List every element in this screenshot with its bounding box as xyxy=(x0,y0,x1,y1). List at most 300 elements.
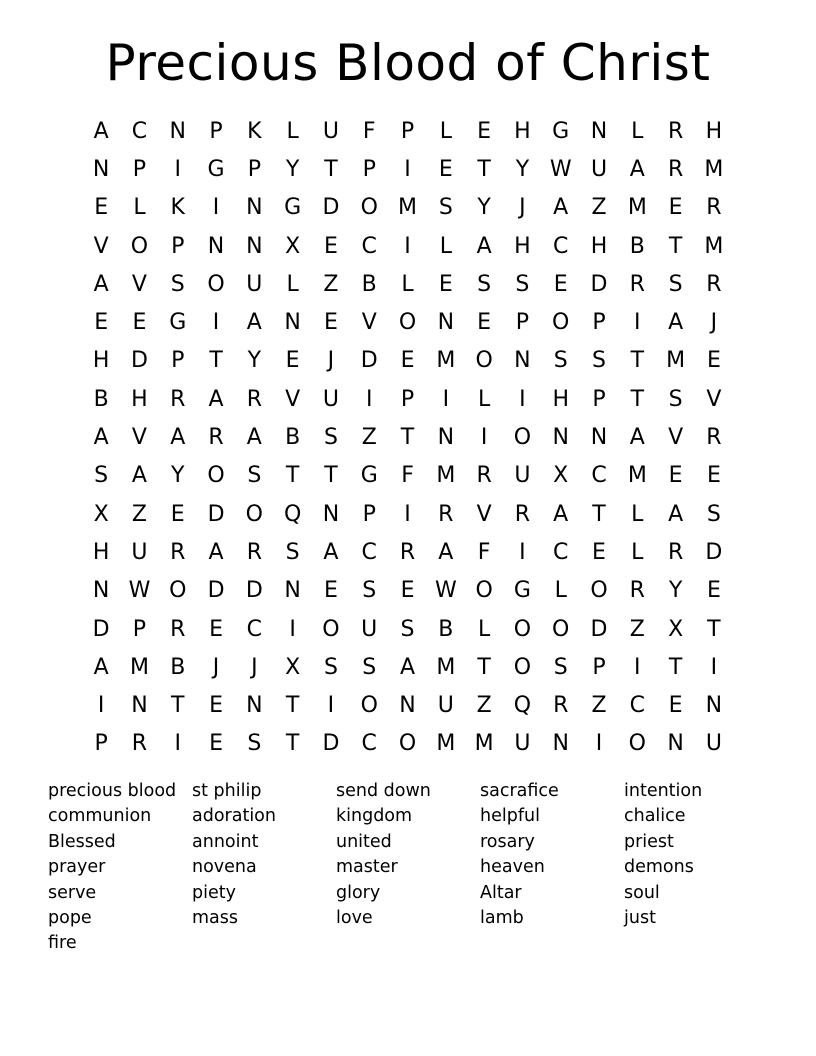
grid-letter: E xyxy=(668,693,683,719)
word-list-item: sacrafice xyxy=(480,781,559,801)
grid-letter: P xyxy=(400,386,415,412)
grid-letter: Z xyxy=(591,195,607,221)
grid-letter: D xyxy=(360,348,378,374)
grid-letter: U xyxy=(514,463,531,489)
grid-letter: U xyxy=(437,693,454,719)
grid-letter: I xyxy=(519,539,526,565)
grid-letter: N xyxy=(92,578,110,604)
grid-letter: E xyxy=(209,731,223,757)
grid-letter: A xyxy=(208,539,224,565)
grid-letter: N xyxy=(284,310,301,336)
word-list-item: Blessed xyxy=(48,831,116,852)
grid-letter: O xyxy=(207,463,225,489)
grid-letter: H xyxy=(590,233,608,259)
word-list-item: love xyxy=(336,907,373,928)
grid-letter: L xyxy=(631,539,644,565)
grid-letter: A xyxy=(553,195,569,221)
grid-letter: V xyxy=(476,501,492,527)
grid-letter: M xyxy=(627,463,647,489)
grid-letter: L xyxy=(631,501,644,527)
grid-letter: T xyxy=(592,501,606,527)
grid-letter: N xyxy=(207,233,225,259)
grid-letter: I xyxy=(212,195,220,221)
grid-letter: L xyxy=(286,271,299,297)
grid-letter: E xyxy=(706,348,721,374)
grid-letter: G xyxy=(169,310,187,336)
grid-letter: O xyxy=(398,310,417,336)
grid-letter: A xyxy=(246,310,262,336)
grid-letter: L xyxy=(133,195,146,221)
grid-letter: E xyxy=(668,463,683,489)
grid-letter: Y xyxy=(285,156,300,182)
word-list-item: serve xyxy=(48,882,97,903)
grid-letter: P xyxy=(132,616,147,642)
grid-letter: H xyxy=(552,386,569,412)
grid-letter: N xyxy=(284,578,301,604)
grid-letter: S xyxy=(323,654,338,680)
grid-letter: O xyxy=(513,654,532,680)
grid-letter: C xyxy=(361,731,377,757)
grid-letter: R xyxy=(706,425,722,451)
grid-letter: M xyxy=(436,731,456,757)
grid-letter: I xyxy=(519,386,526,412)
grid-letter: O xyxy=(475,578,493,604)
word-list-item: mass xyxy=(192,907,239,928)
grid-letter: I xyxy=(634,654,641,680)
grid-letter: X xyxy=(285,654,301,680)
grid-letter: Y xyxy=(477,195,491,221)
word-list-item: annoint xyxy=(192,831,259,852)
grid-letter: Z xyxy=(361,425,377,451)
grid-letter: T xyxy=(477,654,491,680)
grid-letter: A xyxy=(629,425,645,451)
grid-letter: Y xyxy=(247,348,262,374)
grid-letter: I xyxy=(595,731,603,757)
grid-letter: H xyxy=(705,118,723,144)
grid-letter: O xyxy=(513,425,532,451)
grid-letter: O xyxy=(207,271,225,297)
grid-letter: D xyxy=(245,578,263,604)
grid-letter: T xyxy=(285,463,300,489)
grid-letter: E xyxy=(477,118,492,144)
grid-letter: R xyxy=(667,156,684,182)
grid-letter: A xyxy=(323,539,339,565)
word-list xyxy=(48,779,768,957)
grid-letter: O xyxy=(628,731,646,757)
grid-letter: M xyxy=(129,654,149,680)
grid-letter: P xyxy=(362,501,376,527)
grid-letter: D xyxy=(92,616,110,642)
grid-letter: O xyxy=(169,578,187,604)
grid-letter: I xyxy=(97,693,105,719)
word-list-item: kingdom xyxy=(336,806,413,827)
grid-letter: E xyxy=(94,310,109,336)
grid-letter: H xyxy=(514,118,531,144)
grid-letter: G xyxy=(207,156,225,182)
word-list-item: novena xyxy=(192,857,257,878)
grid-letter: I xyxy=(404,501,411,527)
grid-letter: H xyxy=(92,348,110,374)
grid-letter: E xyxy=(400,578,415,604)
grid-letter: E xyxy=(209,616,223,642)
grid-letter: U xyxy=(131,539,148,565)
grid-letter: T xyxy=(630,386,645,412)
grid-letter: O xyxy=(360,195,378,221)
grid-letter: I xyxy=(174,156,181,182)
grid-letter: Z xyxy=(476,693,492,719)
grid-letter: M xyxy=(474,731,494,757)
grid-letter: V xyxy=(131,425,147,451)
grid-letter: C xyxy=(553,233,569,259)
grid-letter: B xyxy=(170,654,186,680)
grid-letter: K xyxy=(170,195,185,221)
grid-letter: A xyxy=(553,501,569,527)
grid-letter: S xyxy=(362,654,377,680)
grid-letter: L xyxy=(286,118,299,144)
word-list-item: just xyxy=(624,907,656,928)
grid-letter: P xyxy=(362,156,376,182)
grid-letter: C xyxy=(361,539,377,565)
grid-letter: D xyxy=(130,348,148,374)
grid-letter: G xyxy=(552,118,570,144)
grid-letter: I xyxy=(634,310,641,336)
grid-letter: A xyxy=(93,271,109,297)
grid-letter: J xyxy=(212,654,220,680)
grid-letter: Q xyxy=(513,693,532,719)
grid-letter: B xyxy=(629,233,645,259)
grid-letter: A xyxy=(629,156,645,182)
grid-letter: E xyxy=(132,310,147,336)
grid-letter: R xyxy=(553,693,569,719)
grid-letter: S xyxy=(400,616,415,642)
grid-letter: M xyxy=(704,156,724,182)
grid-letter: E xyxy=(592,539,606,565)
grid-letter: I xyxy=(174,731,181,757)
grid-letter: R xyxy=(438,501,454,527)
grid-letter: J xyxy=(327,348,335,374)
word-list-item: send down xyxy=(336,781,431,801)
word-list-item: chalice xyxy=(624,806,686,827)
grid-letter: Q xyxy=(283,501,302,527)
grid-letter: R xyxy=(170,539,186,565)
grid-letter: Y xyxy=(668,578,683,604)
grid-letter: V xyxy=(93,233,109,259)
grid-letter: Z xyxy=(629,616,645,642)
grid-letter: D xyxy=(590,271,608,297)
grid-letter: T xyxy=(630,348,645,374)
grid-letter: U xyxy=(322,118,339,144)
grid-letter: S xyxy=(362,578,377,604)
grid-letter: P xyxy=(400,118,415,144)
grid-letter: I xyxy=(442,386,450,412)
grid-letter: N xyxy=(399,693,416,719)
grid-letter: R xyxy=(476,463,492,489)
grid-letter: M xyxy=(436,348,456,374)
grid-letter: E xyxy=(553,271,568,297)
grid-letter: H xyxy=(92,539,110,565)
grid-letter: O xyxy=(398,731,417,757)
grid-letter: N xyxy=(705,693,723,719)
grid-letter: O xyxy=(130,233,149,259)
word-list-item: lamb xyxy=(480,907,524,928)
grid-letter: E xyxy=(477,310,492,336)
grid-letter: P xyxy=(94,731,108,757)
grid-letter: R xyxy=(208,425,224,451)
grid-letter: R xyxy=(246,386,262,412)
word-list-item: piety xyxy=(192,882,236,903)
grid-letter: E xyxy=(94,195,109,221)
grid-letter: M xyxy=(666,348,686,374)
grid-letter: A xyxy=(476,233,492,259)
grid-letter: P xyxy=(592,654,606,680)
grid-letter: V xyxy=(285,386,301,412)
grid-letter: P xyxy=(592,310,606,336)
word-list-item: fire xyxy=(48,933,77,954)
grid-letter: S xyxy=(170,271,185,297)
grid-letter: S xyxy=(323,425,338,451)
grid-letter: B xyxy=(438,616,454,642)
grid-letter: C xyxy=(629,693,645,719)
grid-letter: U xyxy=(705,731,722,757)
grid-letter: U xyxy=(590,156,608,182)
grid-letter: S xyxy=(94,463,109,489)
grid-letter: T xyxy=(324,463,338,489)
grid-letter: E xyxy=(668,195,683,221)
grid-letter: R xyxy=(667,118,684,144)
grid-letter: P xyxy=(132,156,147,182)
grid-letter: N xyxy=(322,501,340,527)
grid-letter: A xyxy=(438,539,454,565)
word-list-item: communion xyxy=(48,806,152,827)
grid-letter: A xyxy=(131,463,147,489)
grid-letter: P xyxy=(171,348,185,374)
grid-letter: N xyxy=(169,118,186,144)
grid-letter: F xyxy=(477,539,491,565)
grid-letter: S xyxy=(592,348,606,374)
grid-letter: U xyxy=(361,616,378,642)
grid-letter: O xyxy=(552,310,570,336)
grid-letter: I xyxy=(327,693,335,719)
grid-letter: E xyxy=(706,463,721,489)
grid-letter: P xyxy=(592,386,606,412)
grid-letter: B xyxy=(93,386,109,412)
grid-letter: J xyxy=(251,654,258,680)
grid-letter: R xyxy=(246,539,262,565)
grid-letter: I xyxy=(404,156,411,182)
grid-letter: P xyxy=(515,310,530,336)
grid-letter: S xyxy=(515,271,530,297)
grid-letter: T xyxy=(477,156,491,182)
grid-letter: E xyxy=(285,348,300,374)
grid-letter: N xyxy=(590,425,608,451)
grid-letter: C xyxy=(361,233,377,259)
grid-letter: X xyxy=(93,501,109,527)
grid-letter: R xyxy=(170,616,186,642)
grid-letter: J xyxy=(519,195,526,221)
grid-letter: N xyxy=(552,425,569,451)
grid-letter: O xyxy=(245,501,263,527)
grid-letter: P xyxy=(247,156,261,182)
word-list-item: heaven xyxy=(480,857,545,878)
grid-letter: E xyxy=(400,348,415,374)
grid-letter: E xyxy=(706,578,721,604)
grid-letter: L xyxy=(439,118,452,144)
grid-letter: N xyxy=(552,731,569,757)
grid-letter: T xyxy=(324,156,338,182)
grid-letter: I xyxy=(289,616,296,642)
grid-letter: N xyxy=(246,693,263,719)
grid-letter: D xyxy=(322,195,340,221)
grid-letter: E xyxy=(170,501,185,527)
grid-letter: D xyxy=(322,731,340,757)
grid-letter: S xyxy=(553,654,568,680)
grid-letter: E xyxy=(323,233,338,259)
grid-letter: Z xyxy=(591,693,607,719)
grid-letter: S xyxy=(438,195,453,221)
grid-letter: V xyxy=(131,271,147,297)
grid-letter: V xyxy=(706,386,722,412)
grid-letter: H xyxy=(514,233,531,259)
grid-letter: L xyxy=(439,233,452,259)
grid-letter: R xyxy=(629,578,645,604)
grid-letter: W xyxy=(434,578,457,604)
grid-letter: R xyxy=(170,386,186,412)
grid-letter: L xyxy=(477,616,491,642)
grid-letter: M xyxy=(436,654,456,680)
word-list-item: united xyxy=(336,831,392,852)
grid-letter: T xyxy=(668,654,683,680)
word-list-item: precious blood xyxy=(48,781,177,801)
grid-letter: L xyxy=(477,386,491,412)
grid-letter: G xyxy=(284,195,302,221)
grid-letter: B xyxy=(361,271,377,297)
grid-letter: V xyxy=(361,310,377,336)
grid-letter: X xyxy=(553,463,569,489)
grid-letter: L xyxy=(631,118,644,144)
grid-letter: U xyxy=(322,386,339,412)
grid-letter: N xyxy=(667,731,684,757)
word-list-item: priest xyxy=(624,831,674,852)
grid-letter: L xyxy=(554,578,567,604)
word-list-item: soul xyxy=(624,882,660,903)
grid-letter: N xyxy=(437,310,455,336)
word-list-item: intention xyxy=(624,781,703,801)
grid-letter: A xyxy=(170,425,186,451)
grid-letter: R xyxy=(629,271,645,297)
grid-letter: T xyxy=(285,731,300,757)
word-list-item: master xyxy=(336,857,398,878)
grid-letter: C xyxy=(131,118,148,144)
grid-letter: X xyxy=(285,233,301,259)
grid-letter: E xyxy=(323,578,338,604)
grid-letter: Y xyxy=(515,156,530,182)
grid-letter: T xyxy=(668,233,683,259)
grid-letter: N xyxy=(514,348,531,374)
grid-letter: R xyxy=(706,271,722,297)
grid-letter: I xyxy=(365,386,373,412)
grid-letter: U xyxy=(514,731,531,757)
grid-letter: E xyxy=(438,271,453,297)
grid-letter: A xyxy=(668,310,684,336)
grid-letter: M xyxy=(398,195,418,221)
grid-letter: M xyxy=(704,233,724,259)
grid-letter: E xyxy=(209,693,223,719)
grid-letter: T xyxy=(400,425,415,451)
grid-letter: B xyxy=(285,425,301,451)
grid-letter: D xyxy=(705,539,723,565)
grid-letter: K xyxy=(247,118,262,144)
grid-letter: I xyxy=(710,654,718,680)
grid-letter: X xyxy=(668,616,684,642)
grid-letter: S xyxy=(247,463,262,489)
grid-letter: I xyxy=(480,425,488,451)
grid-letter: P xyxy=(171,233,185,259)
grid-letter: Z xyxy=(131,501,147,527)
grid-letter: T xyxy=(171,693,185,719)
grid-letter: T xyxy=(209,348,223,374)
grid-letter: A xyxy=(246,425,262,451)
grid-letter: C xyxy=(553,539,569,565)
grid-letter: G xyxy=(513,578,531,604)
word-list-item: Altar xyxy=(480,882,522,903)
word-list-item: demons xyxy=(624,857,694,878)
grid-letter: F xyxy=(401,463,414,489)
grid-letter: A xyxy=(668,501,684,527)
grid-letter: W xyxy=(128,578,151,604)
grid-letter: R xyxy=(667,539,684,565)
grid-letter: R xyxy=(399,539,416,565)
grid-letter: O xyxy=(513,616,532,642)
grid-letter: R xyxy=(131,731,148,757)
grid-letter: T xyxy=(707,616,721,642)
grid-letter: O xyxy=(360,693,378,719)
grid-letter: N xyxy=(92,156,110,182)
grid-letter: F xyxy=(362,118,376,144)
grid-letter: V xyxy=(668,425,684,451)
grid-letter: S xyxy=(706,501,721,527)
grid-letter: O xyxy=(475,348,493,374)
grid-letter: M xyxy=(627,195,647,221)
grid-letter: G xyxy=(360,463,378,489)
word-list-item: glory xyxy=(336,882,381,903)
grid-letter: A xyxy=(208,386,224,412)
grid-letter: S xyxy=(247,731,262,757)
grid-letter: N xyxy=(590,118,608,144)
grid-letter: S xyxy=(668,386,683,412)
grid-letter: Y xyxy=(171,463,185,489)
word-list-item: rosary xyxy=(480,831,535,852)
grid-letter: I xyxy=(404,233,411,259)
grid-letter: E xyxy=(323,310,338,336)
grid-letter: E xyxy=(438,156,453,182)
grid-letter: N xyxy=(246,233,263,259)
word-list-item: pope xyxy=(48,907,92,928)
grid-letter: L xyxy=(401,271,414,297)
grid-letter: C xyxy=(246,616,263,642)
grid-letter: D xyxy=(207,501,225,527)
grid-letter: T xyxy=(285,693,300,719)
grid-letter: O xyxy=(322,616,340,642)
word-list-item: adoration xyxy=(192,806,276,827)
grid-letter: P xyxy=(209,118,223,144)
grid-letter: C xyxy=(591,463,607,489)
grid-letter: Z xyxy=(323,271,339,297)
grid-letter: N xyxy=(437,425,455,451)
grid-letter: S xyxy=(668,271,683,297)
letter-grid xyxy=(82,112,733,763)
grid-letter: S xyxy=(285,539,300,565)
grid-letter: A xyxy=(93,654,109,680)
